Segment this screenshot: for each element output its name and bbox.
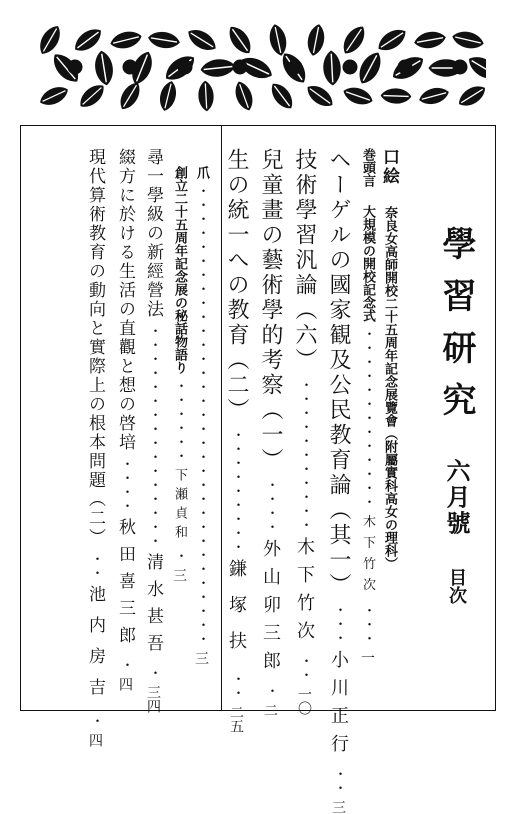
bud-shape [288, 60, 302, 74]
entry-page: 四 [87, 733, 103, 748]
entry-title: 奈良女高師開校二十五周年記念展覽會（附屬實科高女の理科） [382, 206, 397, 571]
entry-title: 尋一學級の新經營法 [143, 148, 163, 319]
toc-entry-childrens-drawing: 兒童畫の藝術學的考察（一） ・・・・ 外山卯三郎 ・ 二 [258, 148, 283, 718]
section-divider [221, 126, 222, 710]
leaf-vein [383, 96, 408, 97]
entry-author: 鎌塚扶 [226, 559, 247, 668]
toc-frame [20, 125, 496, 814]
entry-author: 清水甚吾 [143, 553, 163, 662]
toc-entry-technique: 技術學習汎論（六） ・・・・・・・・・・・ 木下竹次 ・・ 一〇 [292, 148, 317, 716]
toc-entry-unity-of-life: 生の統一への教育（二） ・・・・・・・・・ 鎌塚扶 ・・ 二五 [224, 148, 249, 734]
leaf-ornament-banner [30, 18, 486, 116]
entry-page: 一 [359, 650, 375, 665]
bud-shape [398, 60, 412, 74]
entry-author: 木下竹次 [294, 537, 315, 650]
bud-shape [233, 60, 247, 74]
entry-page: 三 [193, 651, 209, 666]
entry-title: 生の統一への教育（二） [224, 148, 249, 423]
toc-entry-anniversary-stories: 創立二十五周年記念展の秘話物語り ・・・・・・ 下瀬貞和 ・ 三 [171, 166, 187, 583]
toc-entry-foreword: 巻頭言 大規模の開校記念式 ・・・・・・・・・・・・・ 木下竹次 ・・・ 一 [359, 148, 375, 665]
entry-page: 四 [117, 677, 133, 692]
entry-category: 巻頭言 [360, 148, 375, 187]
entry-title: 創立二十五周年記念展の秘話物語り [172, 166, 187, 374]
entry-title: 技術學習汎論（六） [292, 148, 317, 373]
issue-label: 六月號 [442, 458, 471, 537]
entry-title: 兒童畫の藝術學的考察（一） [258, 148, 283, 473]
entry-author: 木下竹次 [360, 514, 375, 599]
entry-author: 秋田喜三郎 [115, 518, 135, 654]
entry-title: 綴方に於ける生活の直觀と想の啓培 [115, 148, 135, 452]
entry-author: 外山卯三郎 [260, 539, 281, 680]
toc-label: 目次 [446, 568, 467, 605]
toc-entry-arithmetic: 現代算術教育の動向と實際上の根本問題（二） ・・ 池内房吉 ・ 四 [85, 148, 105, 748]
entry-title: 大規模の開校記念式 [360, 205, 375, 323]
toc-entry-frontispiece [380, 148, 397, 732]
bud-shape [68, 60, 82, 74]
entry-page: 二 [262, 703, 278, 718]
entry-author: 下瀬貞和 [172, 468, 187, 545]
entry-page: 二五 [228, 705, 244, 734]
entry-category: 口絵 [379, 148, 399, 186]
magazine-title-column [436, 226, 476, 686]
entry-title: ヘーゲルの國家観及公民教育論（其一） [326, 148, 351, 598]
entry-page: 三 [171, 568, 187, 583]
entry-author: 池内房吉 [85, 585, 105, 710]
magazine-title: 學習研究 [436, 226, 476, 434]
entry-page: 三 [330, 800, 346, 814]
entry-page: 一〇 [296, 687, 312, 716]
toc-entry-first-grade: 尋一學級の新經營法 ・・・・・・・・・・・・・・・・ 清水甚吾 ・ 三四 [143, 148, 163, 714]
toc-entry-hegel: ヘーゲルの國家観及公民教育論（其一） ・・・ 小川正行 ・・ 三 [326, 148, 351, 814]
bud-shape [178, 60, 192, 74]
entry-title: 現代算術教育の動向と實際上の根本問題（二） [85, 148, 105, 547]
toc-section-claw: 爪 ・・・・・・・・・・・・・・・・・・・・・・・・・・・・・・・・・ 三 [193, 166, 209, 666]
entry-category: 爪 [194, 166, 209, 179]
entry-author: 小川正行 [328, 650, 349, 763]
entry-page: 三四 [145, 685, 161, 714]
bud-shape [453, 60, 467, 74]
bud-shape [123, 60, 137, 74]
toc-entry-composition: 綴方に於ける生活の直觀と想の啓培 ・・・・ 秋田喜三郎 ・ 四 [115, 148, 135, 692]
bud-shape [343, 60, 357, 74]
